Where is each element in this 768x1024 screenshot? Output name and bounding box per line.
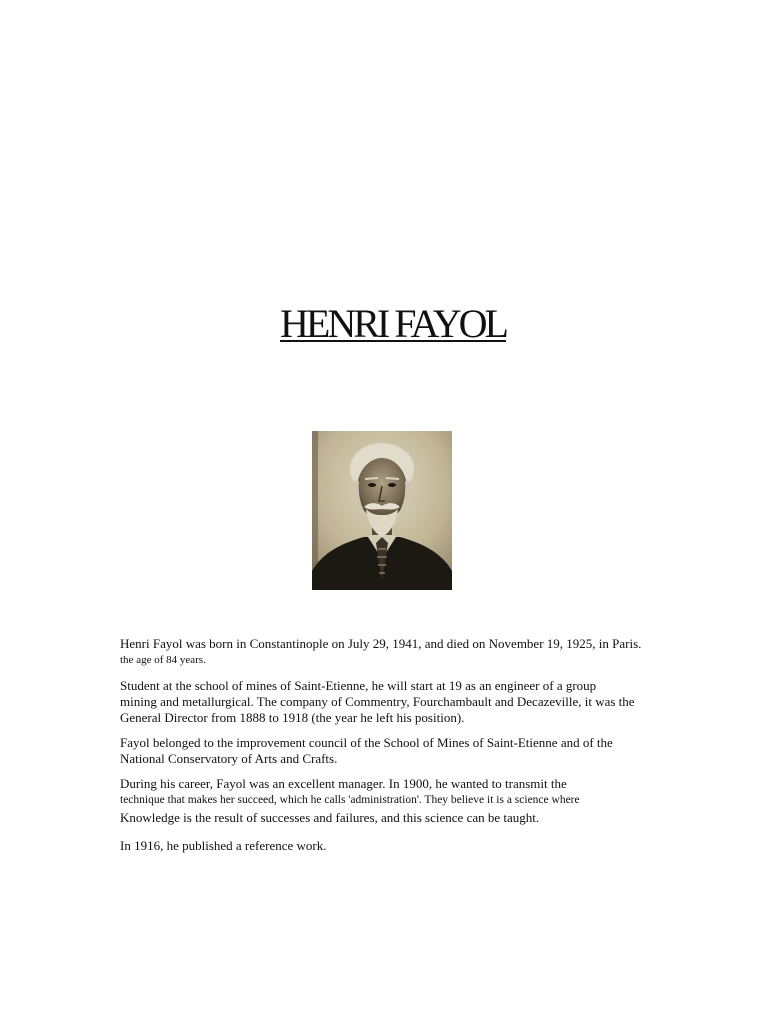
paragraph-line: the age of 84 years.	[120, 654, 206, 666]
paragraph-line: Fayol belonged to the improvement council of the School of Mines of Saint-Etienne and of the	[120, 735, 613, 750]
paragraph-line: Knowledge is the result of successes and failures, and this science can be taught.	[120, 810, 540, 825]
paragraph-line: National Conservatory of Arts and Crafts.	[120, 751, 338, 766]
portrait-photo	[312, 431, 452, 590]
paragraph-line: General Director from 1888 to 1918 (the year he left his position).	[120, 710, 465, 725]
page-title: HENRI FAYOL	[280, 301, 506, 346]
paragraph-line: technique that makes her succeed, which he calls 'administration'. They believe it is a science where	[120, 794, 580, 806]
paragraph-line: mining and metallurgical. The company of Commentry, Fourchambault and Decazeville, it was the	[120, 694, 635, 709]
paragraph-line: During his career, Fayol was an excellent manager. In 1900, he wanted to transmit the	[120, 776, 567, 791]
paragraph-education	[120, 678, 680, 726]
biography-text	[120, 636, 680, 863]
portrait-photo-icon	[312, 431, 452, 590]
paragraph-birth	[120, 636, 680, 668]
paragraph-line: Henri Fayol was born in Constantinople on July 29, 1941, and died on November 19, 1925, in Paris.	[120, 636, 642, 651]
paragraph-line: Student at the school of mines of Saint-Etienne, he will start at 19 as an engineer of a group	[120, 678, 597, 693]
paragraph-council	[120, 735, 680, 767]
paragraph-career	[120, 776, 680, 826]
paragraph-publication	[120, 838, 680, 854]
paragraph-line: In 1916, he published a reference work.	[120, 838, 327, 853]
